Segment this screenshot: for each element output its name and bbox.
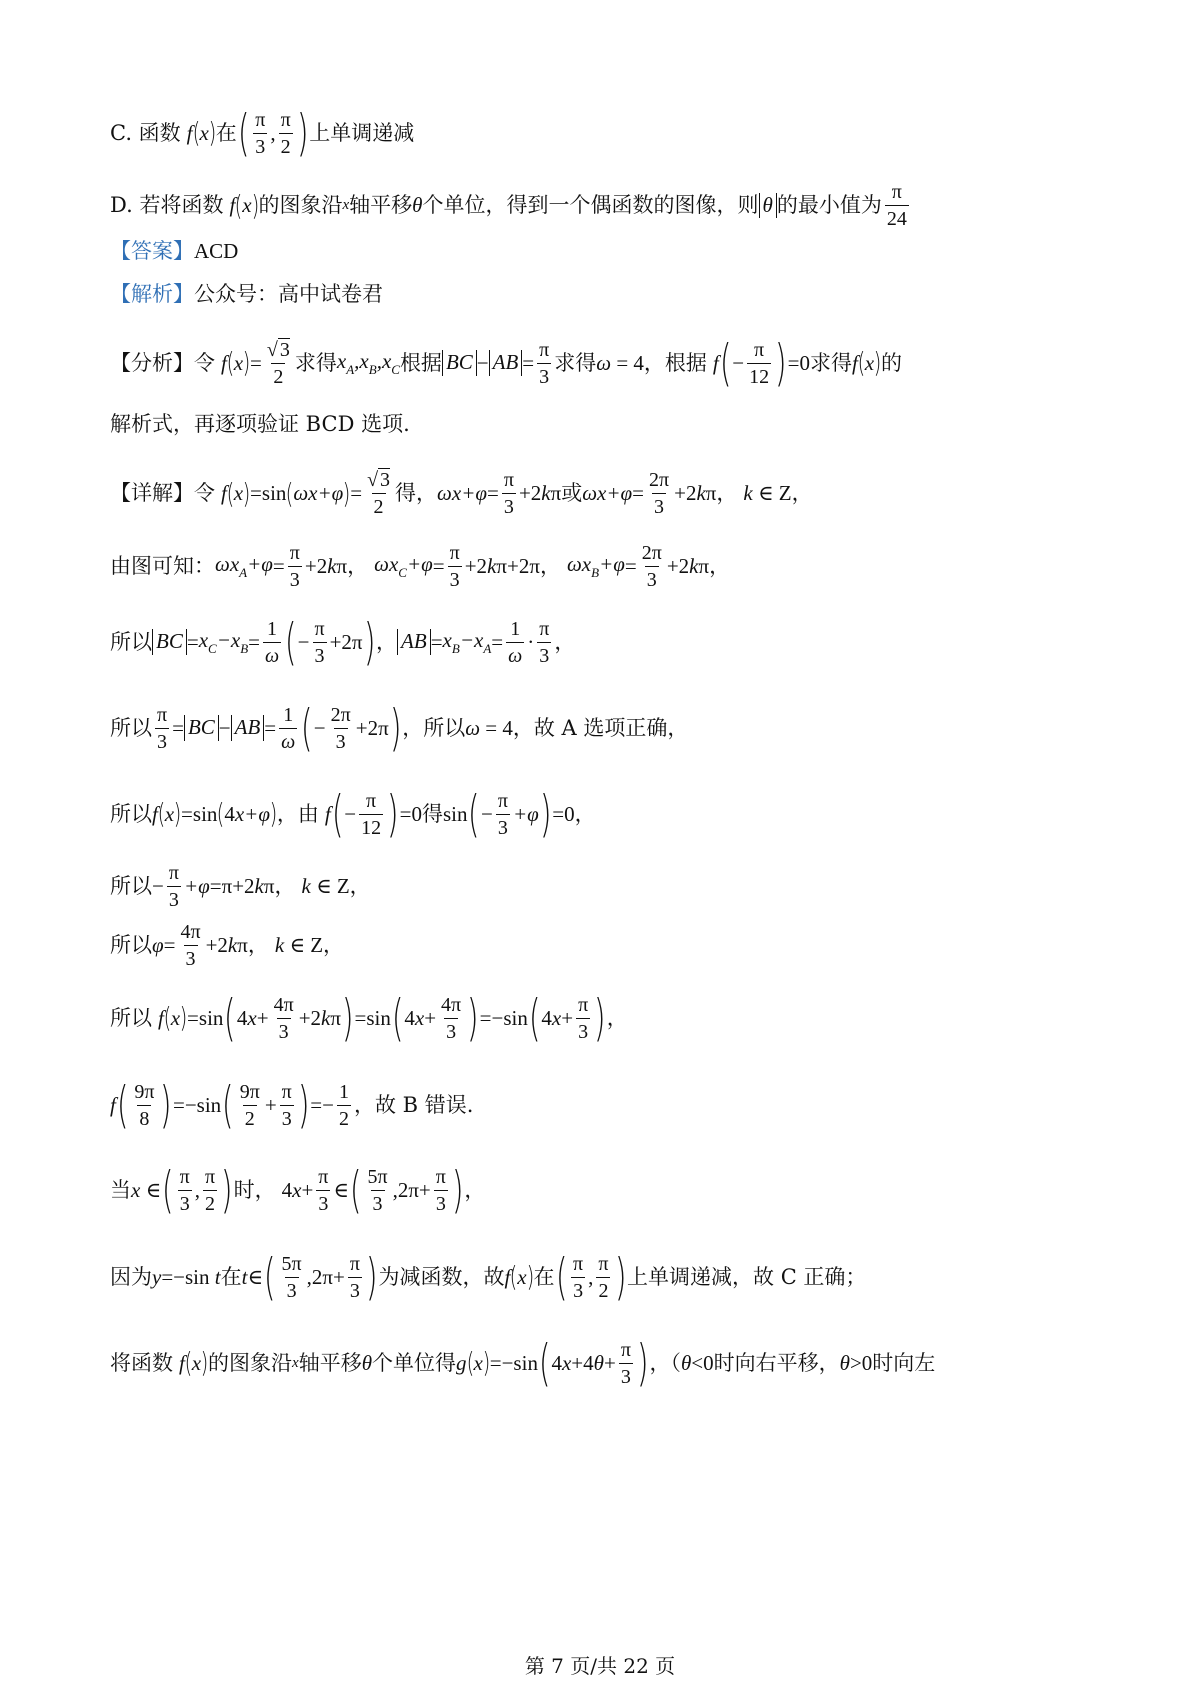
suoyi-fx-line: 所以 f ( x ) =sin ( 4 x+φ ) ， 由 f ( − $\frac{\pi}{12}$ ) =0 得 sin ( − $\frac{\pi}{3}$ +φ ) =0， <box>110 785 596 843</box>
option-d-line: D. 若将函数 f ( x ) 的图象沿 x 轴平移 θ 个单位，得到一个偶函数的图像，则 θ 的最小值为 $\frac{\pi}{24}$ <box>110 181 907 230</box>
option-d-text4: 的最小值为 <box>776 193 882 217</box>
fenxi-line: 【分析】 令 f ( x ) = $\frac{√ 3}{2}$ 求得 $x_A,x_B,x_C$ 根据 BC − AB = $\frac{\pi}{3}$ 求得 ω = 4 ，根据 f ( − $\frac{\pi}{12}$ ) =0 求得 f ( x ) 的 <box>110 334 903 392</box>
jiang-text3: 轴平移 <box>298 1350 362 1375</box>
youtu-line: 由图可知： $\omega x_A+\varphi$ = $\frac{\pi}{3}$ +2kπ， $\omega x_C+\varphi$ = $\frac{\pi}{3}$ +2kπ+2π， $\omega x_B+\varphi$ = $\frac{2\pi}{3}$ +2kπ， <box>110 542 731 591</box>
dang-text: 当 <box>110 1177 131 1202</box>
fenxi-text2: 求得 <box>294 350 337 375</box>
suoyi-text-4: 所以 <box>110 801 152 826</box>
suoyi-text-7: 所以 <box>110 1005 152 1030</box>
dang-line: 当 x ∈ ( $\frac{\pi}{3}$ , $\frac{\pi}{2}$ ) 时， 4 x + $\frac{\pi}{3}$ ∈ ( $\frac{5\pi}{3}$ ,2π+ $\frac{\pi}{3}$ ) ， <box>110 1161 486 1219</box>
fenxi-tag: 【分析】 <box>110 350 194 375</box>
fenxi-line2 <box>110 414 1110 435</box>
fenxi-text8: 解析式，再逐项验证 BCD 选项. <box>110 412 410 436</box>
jiexi-text: 公众号：高中试卷君 <box>194 282 383 306</box>
fenxi-text6: 求得 <box>809 350 852 375</box>
option-c-in: 在 <box>215 120 237 145</box>
xiangjie-text3: 或 <box>561 481 583 505</box>
jiang-text2: 的图象沿 <box>208 1350 293 1375</box>
zai-text-2: 在 <box>533 1264 555 1289</box>
fenxi-text5: ，根据 <box>643 350 707 375</box>
option-d-text1: 的图象沿 <box>258 193 343 217</box>
suoyi-text-3: 所以 <box>423 715 466 740</box>
fenxi-text1: 令 <box>194 350 215 375</box>
zai-text-1: 在 <box>220 1264 242 1289</box>
conclusion-a: ，故 A 选项正确， <box>512 715 689 740</box>
shi-text: 时， <box>233 1177 276 1202</box>
fenxi-text7: 的 <box>881 350 903 375</box>
option-d-text2: 轴平移 <box>349 193 413 217</box>
suoyi-text-6: 所以 <box>110 933 152 957</box>
xiangjie-text2: 得， <box>395 481 438 505</box>
suoyi-bc-line: 所以 BC = $x_C-x_B$ = $\frac{1}{\omega}$ ( − $\frac{\pi}{3}$ +2π ) ， AB = $x_B-x_A$ = $\frac{1}{\omega}$ · $\frac{\pi}{3}$ ， <box>110 613 576 671</box>
jiang-text4: 个单位得 <box>372 1350 457 1375</box>
answer-tag: 【答案】 <box>110 239 194 263</box>
you-text: 由 <box>297 801 319 826</box>
suoyi-text-5: 所以 <box>110 874 152 898</box>
xiangjie-tag: 【详解】 <box>110 481 194 505</box>
answer-text: ACD <box>194 239 239 263</box>
suoyi-omega-line: 所以 $\frac{\pi}{3}$ = BC − AB = $\frac{1}{\omega}$ ( − $\frac{2\pi}{3}$ +2π ) ， 所以 ω = 4 ，故 A 选项正确， <box>110 699 689 757</box>
yinwei-line: 因为 y =−sin t 在 t ∈ ( $\frac{5\pi}{3}$ ,2π+ $\frac{\pi}{3}$ ) 为减函数，故 f ( x ) 在 ( $\frac{\pi}{3}$ , $\frac{\pi}{2}$ ) 上单调递减，故 C 正确； <box>110 1248 867 1306</box>
suoyi-fx2-line: 所以 f ( x ) =sin ( 4 x + $\frac{4\pi}{3}$ +2kπ ) =sin ( 4 x + $\frac{4\pi}{3}$ ) =−sin ( 4 x + $\frac{\pi}{3}$ ) ， <box>110 989 628 1047</box>
option-c-line: C. 函数 f ( x ) 在 ( $\frac{\pi}{3}$ , $\frac{\pi}{2}$ ) 上单调递减 <box>110 104 415 162</box>
answer-line <box>110 241 1110 262</box>
weijian-text: 为减函数，故 <box>378 1264 505 1289</box>
f-9pi-line: f ( $\frac{9\pi}{8}$ ) =−sin ( $\frac{9\pi}{2}$ + $\frac{\pi}{3}$ ) =− $\frac{1}{2}$ ，故 B 错误. <box>110 1076 474 1134</box>
youtu-text: 由图可知： <box>110 554 215 578</box>
option-d-label: D. 若将函数 <box>110 193 224 217</box>
jiang-line: 将函数 f ( x ) 的图象沿 x 轴平移 θ 个单位得 g ( x ) =−sin ( 4 x +4 θ + $\frac{\pi}{3}$ ) ，（ θ <0 时向右平移， θ >0 时向左 <box>110 1334 936 1392</box>
page-footer: 第 7 页/共 22 页 <box>524 1654 676 1678</box>
jiang-text6: 时向右平移， <box>713 1350 840 1375</box>
jiexi-tag: 【解析】 <box>110 282 194 306</box>
suoyi-text-2: 所以 <box>110 715 152 740</box>
suoyi-text-1: 所以 <box>110 629 152 654</box>
option-c-label: C. 函数 <box>110 120 181 145</box>
suoyi-phi-line: 所以 − $\frac{\pi}{3}$ +φ =π+2kπ， k ∈ Z， <box>110 862 371 911</box>
xiangjie-text1: 令 <box>194 481 215 505</box>
xiangjie-line: 【详解】 令 f ( x ) =sin ( ωx+φ ) = $\frac{√ 3}{2}$ 得， ωx+φ = $\frac{\pi}{3}$ +2kπ 或 ωx+φ = $\frac{2\pi}{3}$ +2kπ ， k ∈ Z， <box>110 469 813 518</box>
conclusion-b: ，故 B 错误. <box>353 1092 474 1117</box>
option-d-text3: 个单位，得到一个偶函数的图像，则 <box>422 193 759 217</box>
jiang-text: 将函数 <box>110 1350 173 1375</box>
suoyi-phi2-line: 所以 φ = $\frac{4\pi}{3}$ +2kπ， k ∈ Z， <box>110 921 345 970</box>
jiang-text5: ，（ <box>649 1350 681 1375</box>
fenxi-text3: 根据 <box>399 350 442 375</box>
jiang-text7: 时向左 <box>872 1350 936 1375</box>
fenxi-text4: 求得 <box>554 350 597 375</box>
de-text: 得 <box>421 801 443 826</box>
jiexi-line <box>110 284 1110 305</box>
xiangjie-text4: ， <box>716 481 738 505</box>
yinwei-text: 因为 <box>110 1264 152 1289</box>
option-c-tail: 上单调递减 <box>309 120 415 145</box>
conclusion-c: 上单调递减，故 C 正确； <box>627 1264 867 1289</box>
